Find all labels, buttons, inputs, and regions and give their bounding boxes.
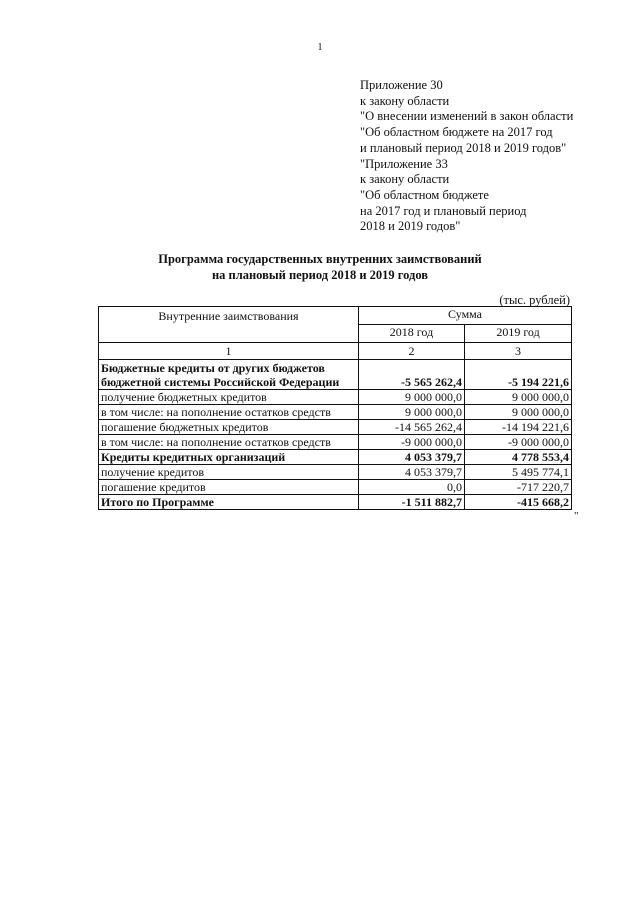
- document-title: [0, 251, 640, 283]
- header-sum: Сумма: [359, 307, 572, 325]
- value-2018: -5 565 262,4: [359, 360, 465, 390]
- row-label: Кредиты кредитных организаций: [99, 450, 359, 465]
- value-2018: 9 000 000,0: [359, 405, 465, 420]
- appendix-line: на 2017 год и плановый период: [360, 203, 527, 218]
- value-2018: 9 000 000,0: [359, 390, 465, 405]
- table-row: [99, 465, 572, 480]
- appendix-line: "О внесении изменений в закон области: [360, 109, 574, 124]
- row-label: в том числе: на пополнение остатков средств: [99, 405, 359, 420]
- header-borrowings: Внутренние заимствования: [99, 307, 359, 343]
- row-label: получение кредитов: [99, 465, 359, 480]
- units-note: (тыс. рублей): [499, 293, 570, 307]
- page-number: 1: [317, 42, 323, 53]
- header-2019: 2019 год: [465, 325, 572, 343]
- appendix-line: "Об областном бюджете на 2017 год: [360, 125, 553, 140]
- value-2019: -14 194 221,6: [465, 420, 572, 435]
- table-row-total: [99, 495, 572, 510]
- row-label: получение бюджетных кредитов: [99, 390, 359, 405]
- column-number: 2: [359, 343, 465, 360]
- header-row: [99, 307, 572, 325]
- value-2018: 0,0: [359, 480, 465, 495]
- table-row: [99, 405, 572, 420]
- column-number-row: [99, 343, 572, 360]
- title-line-1: Программа государственных внутренних заимствований: [158, 252, 482, 266]
- closing-quote: ": [574, 510, 579, 522]
- appendix-line: к закону области: [360, 172, 450, 187]
- appendix-line: Приложение 30: [360, 78, 443, 92]
- row-label: погашение кредитов: [99, 480, 359, 495]
- value-2018: -14 565 262,4: [359, 420, 465, 435]
- value-2019: -9 000 000,0: [465, 435, 572, 450]
- value-2018: 4 053 379,7: [359, 465, 465, 480]
- title-line-2: на плановый период 2018 и 2019 годов: [211, 268, 429, 282]
- value-2019: 5 495 774,1: [465, 465, 572, 480]
- table-row: [99, 435, 572, 450]
- value-2019: -5 194 221,6: [465, 360, 572, 390]
- value-2019: -415 668,2: [465, 495, 572, 510]
- row-label: погашение бюджетных кредитов: [99, 420, 359, 435]
- row-label: в том числе: на пополнение остатков средств: [99, 435, 359, 450]
- value-2018: 4 053 379,7: [359, 450, 465, 465]
- row-label: Бюджетные кредиты от других бюджетов бюджетной системы Российской Федерации: [99, 360, 359, 390]
- column-number: 3: [465, 343, 572, 360]
- appendix-line: к закону области: [360, 93, 450, 108]
- value-2019: 9 000 000,0: [465, 390, 572, 405]
- value-2019: 4 778 553,4: [465, 450, 572, 465]
- value-2019: -717 220,7: [465, 480, 572, 495]
- appendix-line: 2018 и 2019 годов": [360, 219, 461, 234]
- header-2018: 2018 год: [359, 325, 465, 343]
- value-2018: -9 000 000,0: [359, 435, 465, 450]
- table-row: [99, 420, 572, 435]
- row-label: Итого по Программе: [99, 495, 359, 510]
- table-row: [99, 360, 572, 390]
- appendix-line: "Об областном бюджете: [360, 187, 489, 202]
- appendix-line: "Приложение 33: [360, 156, 448, 171]
- table-row: [99, 450, 572, 465]
- value-2018: -1 511 882,7: [359, 495, 465, 510]
- table-row: [99, 480, 572, 495]
- value-2019: 9 000 000,0: [465, 405, 572, 420]
- appendix-line: и плановый период 2018 и 2019 годов": [360, 140, 567, 155]
- table-row: [99, 390, 572, 405]
- borrowings-table: [98, 306, 572, 510]
- appendix-header: [360, 78, 573, 235]
- column-number: 1: [99, 343, 359, 360]
